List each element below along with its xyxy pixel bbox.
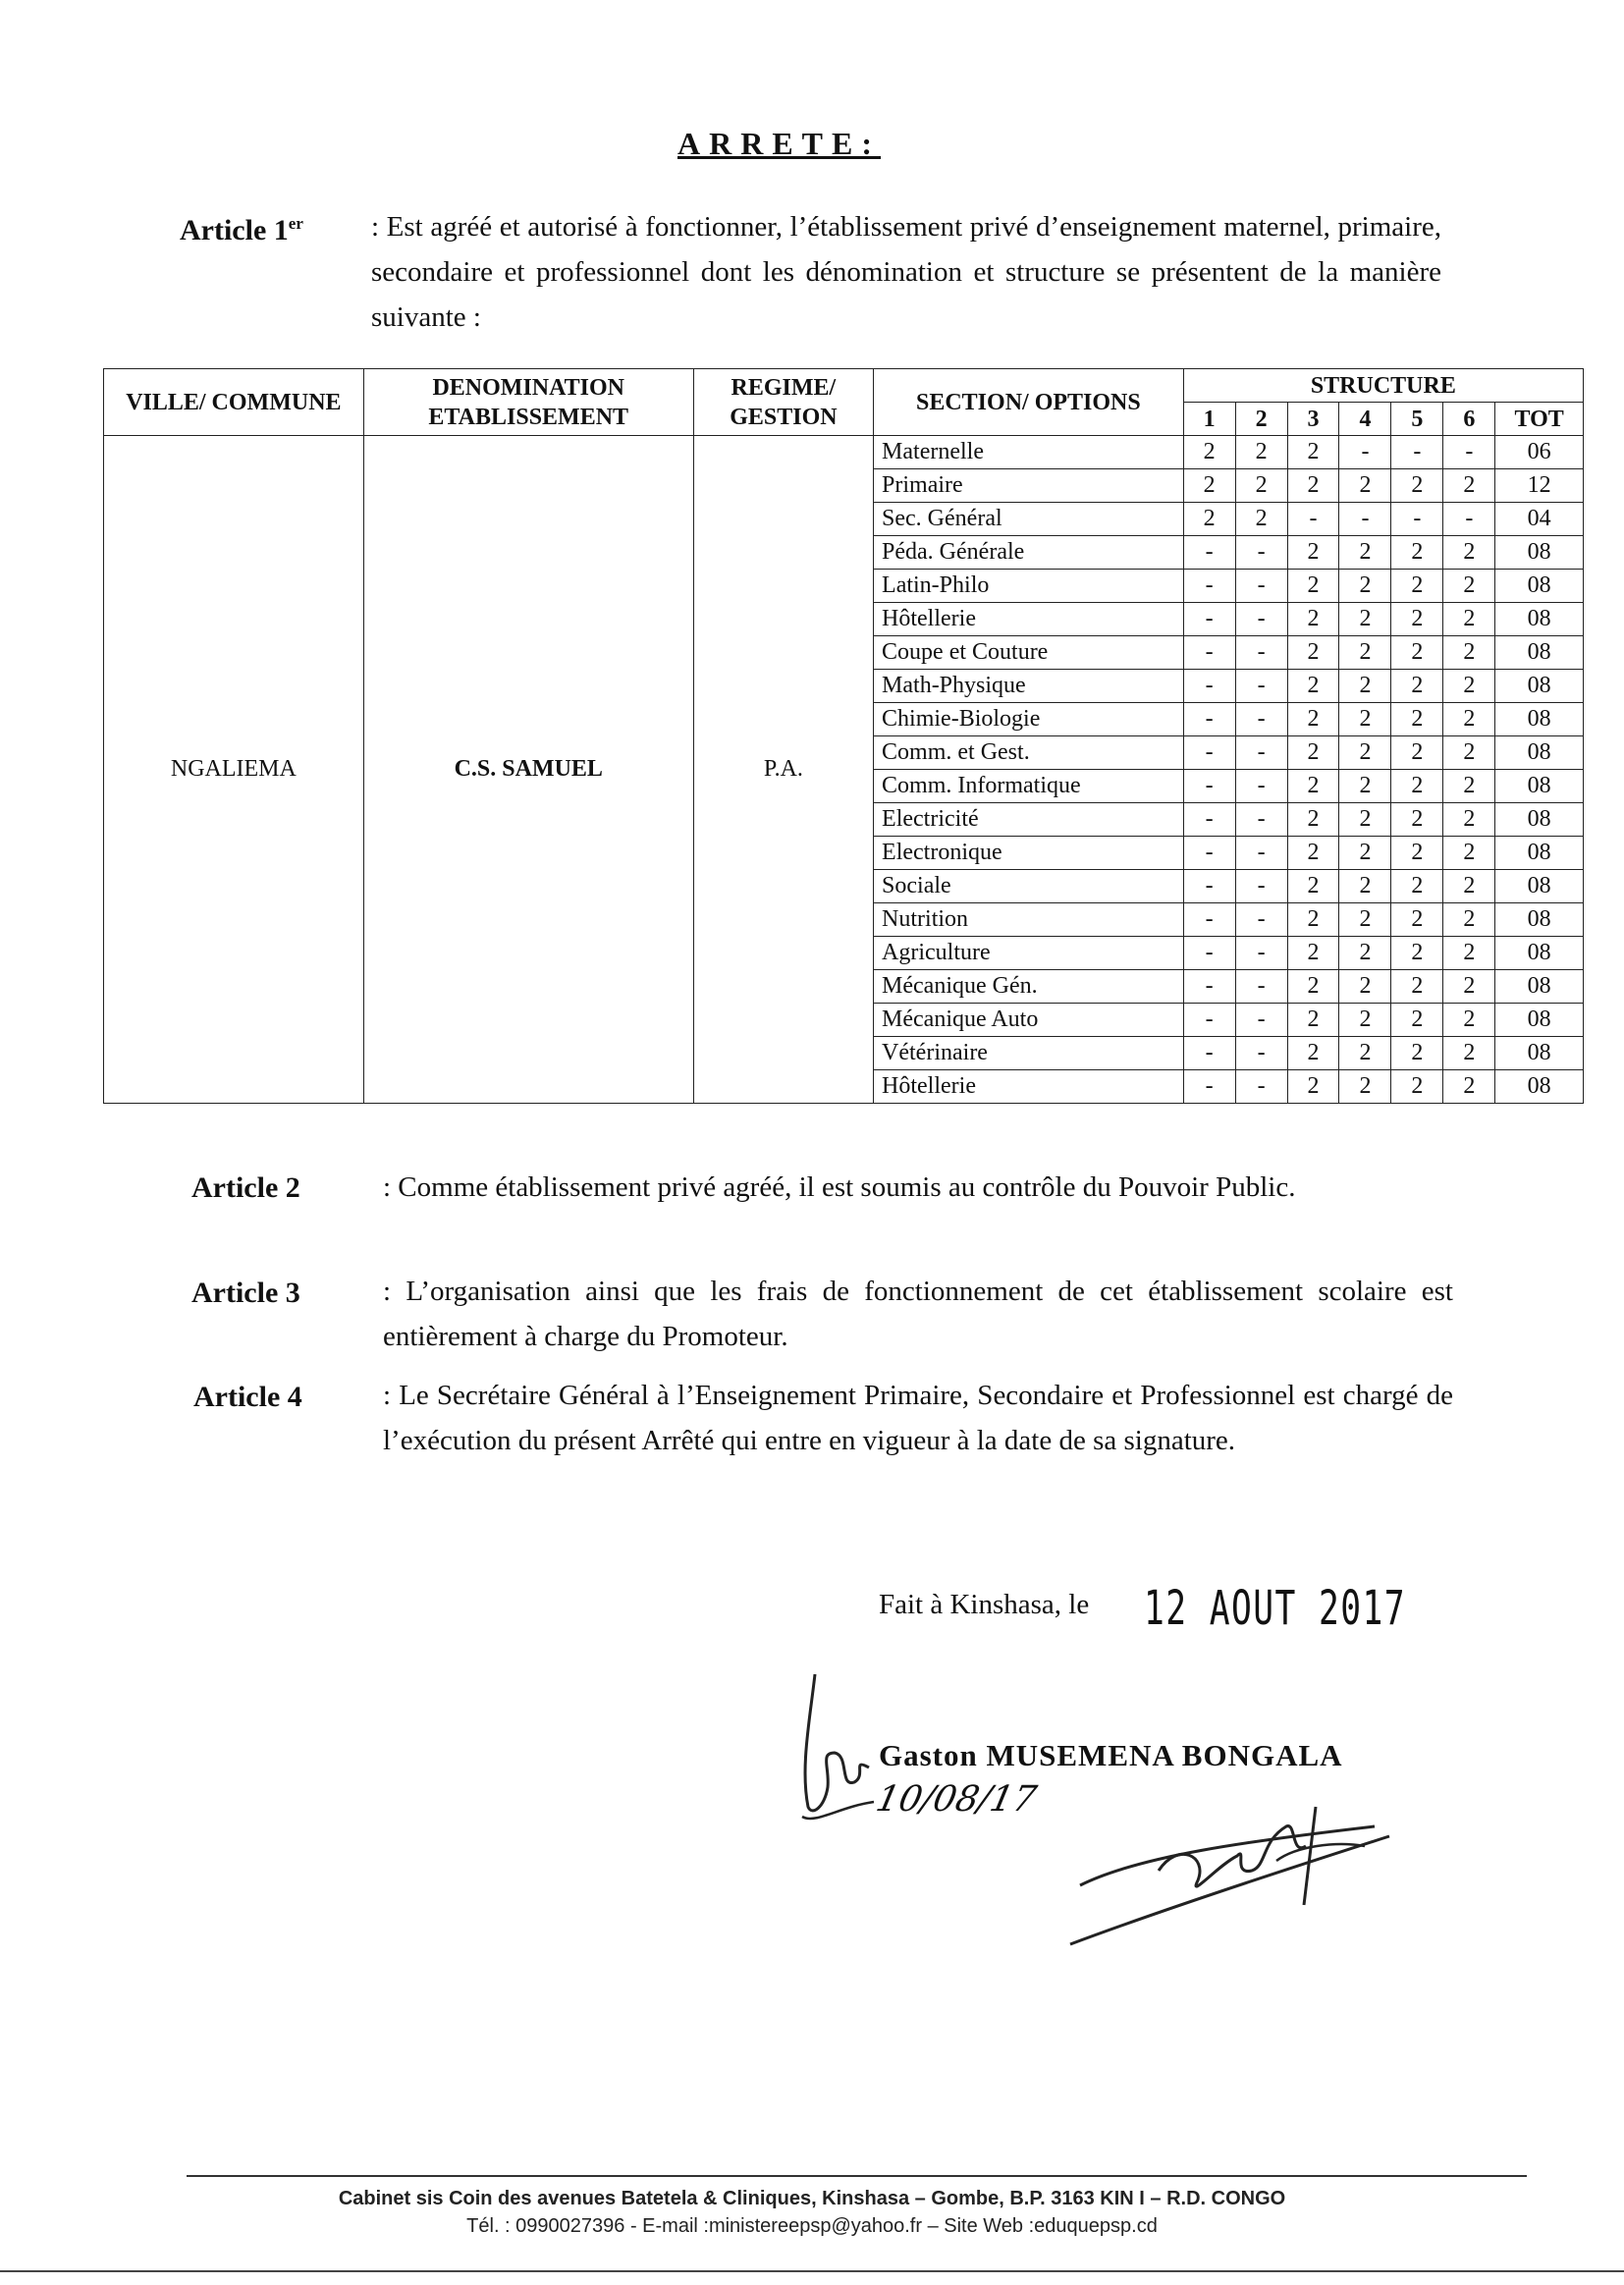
header-col-tot: TOT	[1495, 403, 1584, 436]
option-cell: Math-Physique	[874, 670, 1184, 703]
year-2-cell: -	[1235, 903, 1287, 937]
option-cell: Latin-Philo	[874, 570, 1184, 603]
year-6-cell: 2	[1443, 1037, 1495, 1070]
option-cell: Hôtellerie	[874, 603, 1184, 636]
total-cell: 08	[1495, 603, 1584, 636]
decree-title: ARRETE:	[677, 126, 882, 161]
year-4-cell: 2	[1339, 603, 1391, 636]
total-cell: 08	[1495, 1037, 1584, 1070]
year-6-cell: 2	[1443, 736, 1495, 770]
year-6-cell: 2	[1443, 803, 1495, 837]
year-1-cell: -	[1183, 636, 1235, 670]
total-cell: 08	[1495, 937, 1584, 970]
article-2-text: : Comme établissement privé agréé, il est soumis au contrôle du Pouvoir Public.	[383, 1171, 1296, 1203]
option-cell: Coupe et Couture	[874, 636, 1184, 670]
year-1-cell: -	[1183, 603, 1235, 636]
year-4-cell: 2	[1339, 803, 1391, 837]
total-cell: 04	[1495, 503, 1584, 536]
year-2-cell: -	[1235, 603, 1287, 636]
year-4-cell: 2	[1339, 770, 1391, 803]
option-cell: Nutrition	[874, 903, 1184, 937]
header-denomination: DENOMINATION ETABLISSEMENT	[363, 369, 693, 436]
year-2-cell: -	[1235, 736, 1287, 770]
year-5-cell: 2	[1391, 536, 1443, 570]
page-bottom-rule	[0, 2270, 1624, 2272]
year-6-cell: 2	[1443, 636, 1495, 670]
year-4-cell: 2	[1339, 1004, 1391, 1037]
year-6-cell: 2	[1443, 870, 1495, 903]
header-section: SECTION/ OPTIONS	[874, 369, 1184, 436]
year-1-cell: -	[1183, 1037, 1235, 1070]
structure-table	[103, 368, 1584, 1104]
year-4-cell: 2	[1339, 1037, 1391, 1070]
signer-name: Gaston MUSEMENA BONGALA	[879, 1738, 1343, 1772]
year-2-cell: 2	[1235, 503, 1287, 536]
year-1-cell: -	[1183, 770, 1235, 803]
article-1-text: : Est agréé et autorisé à fonctionner, l’établissement privé d’enseignement maternel, primaire, secondaire et professionnel dont les dénomination et structure se présentent de la manière suivante :	[371, 211, 1441, 333]
year-4-cell: 2	[1339, 937, 1391, 970]
year-4-cell: 2	[1339, 570, 1391, 603]
total-cell: 08	[1495, 736, 1584, 770]
year-5-cell: 2	[1391, 469, 1443, 503]
header-col-2: 2	[1235, 403, 1287, 436]
year-2-cell: -	[1235, 636, 1287, 670]
year-6-cell: 2	[1443, 1004, 1495, 1037]
year-1-cell: 2	[1183, 503, 1235, 536]
year-6-cell: 2	[1443, 603, 1495, 636]
year-4-cell: 2	[1339, 536, 1391, 570]
year-2-cell: -	[1235, 536, 1287, 570]
year-1-cell: -	[1183, 1070, 1235, 1104]
year-3-cell: 2	[1287, 670, 1339, 703]
option-cell: Sec. Général	[874, 503, 1184, 536]
option-cell: Electricité	[874, 803, 1184, 837]
year-4-cell: 2	[1339, 703, 1391, 736]
year-2-cell: -	[1235, 703, 1287, 736]
year-6-cell: 2	[1443, 703, 1495, 736]
year-1-cell: -	[1183, 670, 1235, 703]
total-cell: 08	[1495, 1070, 1584, 1104]
total-cell: 08	[1495, 970, 1584, 1004]
year-6-cell: 2	[1443, 937, 1495, 970]
year-5-cell: 2	[1391, 870, 1443, 903]
year-2-cell: -	[1235, 1070, 1287, 1104]
year-5-cell: 2	[1391, 803, 1443, 837]
total-cell: 08	[1495, 870, 1584, 903]
year-1-cell: -	[1183, 736, 1235, 770]
year-1-cell: 2	[1183, 469, 1235, 503]
place-and-date-label: Fait à Kinshasa, le	[879, 1589, 1090, 1620]
year-3-cell: 2	[1287, 570, 1339, 603]
article-4-label: Article 4	[193, 1381, 302, 1413]
year-6-cell: -	[1443, 503, 1495, 536]
year-5-cell: 2	[1391, 570, 1443, 603]
footer-separator	[187, 2175, 1527, 2177]
year-3-cell: 2	[1287, 837, 1339, 870]
year-3-cell: 2	[1287, 703, 1339, 736]
year-4-cell: 2	[1339, 970, 1391, 1004]
header-col-6: 6	[1443, 403, 1495, 436]
year-5-cell: 2	[1391, 703, 1443, 736]
option-cell: Mécanique Gén.	[874, 970, 1184, 1004]
year-3-cell: 2	[1287, 970, 1339, 1004]
year-6-cell: 2	[1443, 570, 1495, 603]
option-cell: Agriculture	[874, 937, 1184, 970]
year-5-cell: 2	[1391, 670, 1443, 703]
total-cell: 08	[1495, 770, 1584, 803]
year-5-cell: 2	[1391, 1004, 1443, 1037]
year-1-cell: -	[1183, 903, 1235, 937]
year-2-cell: -	[1235, 937, 1287, 970]
header-col-4: 4	[1339, 403, 1391, 436]
year-3-cell: 2	[1287, 870, 1339, 903]
year-2-cell: -	[1235, 670, 1287, 703]
option-cell: Sociale	[874, 870, 1184, 903]
year-5-cell: 2	[1391, 736, 1443, 770]
article-3-label: Article 3	[191, 1277, 300, 1309]
year-5-cell: 2	[1391, 937, 1443, 970]
option-cell: Hôtellerie	[874, 1070, 1184, 1104]
article-2-label: Article 2	[191, 1171, 300, 1204]
header-regime: REGIME/ GESTION	[693, 369, 873, 436]
year-4-cell: 2	[1339, 903, 1391, 937]
year-4-cell: 2	[1339, 870, 1391, 903]
year-5-cell: -	[1391, 503, 1443, 536]
official-signature-image	[1051, 1787, 1404, 1954]
year-1-cell: -	[1183, 937, 1235, 970]
ville-cell: NGALIEMA	[104, 436, 364, 1104]
year-6-cell: 2	[1443, 536, 1495, 570]
total-cell: 08	[1495, 903, 1584, 937]
total-cell: 08	[1495, 636, 1584, 670]
footer-contact: Tél. : 0990027396 - E-mail :ministereepsp@yahoo.fr – Site Web :eduquepsp.cd	[466, 2215, 1158, 2237]
year-2-cell: -	[1235, 770, 1287, 803]
year-6-cell: 2	[1443, 903, 1495, 937]
year-3-cell: 2	[1287, 636, 1339, 670]
year-1-cell: -	[1183, 837, 1235, 870]
year-3-cell: 2	[1287, 469, 1339, 503]
total-cell: 08	[1495, 536, 1584, 570]
year-4-cell: 2	[1339, 469, 1391, 503]
regime-cell: P.A.	[693, 436, 873, 1104]
year-2-cell: -	[1235, 570, 1287, 603]
year-1-cell: -	[1183, 970, 1235, 1004]
footer-address: Cabinet sis Coin des avenues Batetela & Cliniques, Kinshasa – Gombe, B.P. 3163 KIN I – R.D. CONGO	[338, 2188, 1286, 2209]
option-cell: Mécanique Auto	[874, 1004, 1184, 1037]
year-2-cell: -	[1235, 970, 1287, 1004]
year-3-cell: 2	[1287, 1070, 1339, 1104]
total-cell: 08	[1495, 837, 1584, 870]
year-6-cell: 2	[1443, 970, 1495, 1004]
option-cell: Comm. et Gest.	[874, 736, 1184, 770]
year-3-cell: 2	[1287, 937, 1339, 970]
year-2-cell: -	[1235, 803, 1287, 837]
year-3-cell: -	[1287, 503, 1339, 536]
header-col-5: 5	[1391, 403, 1443, 436]
year-2-cell: 2	[1235, 469, 1287, 503]
year-6-cell: 2	[1443, 770, 1495, 803]
total-cell: 08	[1495, 803, 1584, 837]
article-1-label-text: Article 1	[180, 214, 289, 246]
denomination-cell: C.S. SAMUEL	[363, 436, 693, 1104]
year-6-cell: 2	[1443, 469, 1495, 503]
year-1-cell: -	[1183, 536, 1235, 570]
year-3-cell: 2	[1287, 536, 1339, 570]
total-cell: 12	[1495, 469, 1584, 503]
year-2-cell: -	[1235, 870, 1287, 903]
table-body	[104, 436, 1584, 1104]
year-3-cell: 2	[1287, 770, 1339, 803]
year-3-cell: 2	[1287, 736, 1339, 770]
year-5-cell: 2	[1391, 1037, 1443, 1070]
year-3-cell: 2	[1287, 436, 1339, 469]
article-4-text: : Le Secrétaire Général à l’Enseignement Primaire, Secondaire et Professionnel est chargé de l’exécution du présent Arrêté qui entre en vigueur à la date de sa signature.	[383, 1380, 1453, 1456]
year-5-cell: 2	[1391, 903, 1443, 937]
year-3-cell: 2	[1287, 1037, 1339, 1070]
year-4-cell: -	[1339, 503, 1391, 536]
option-cell: Vétérinaire	[874, 1037, 1184, 1070]
year-2-cell: -	[1235, 1037, 1287, 1070]
year-3-cell: 2	[1287, 803, 1339, 837]
year-2-cell: 2	[1235, 436, 1287, 469]
year-1-cell: 2	[1183, 436, 1235, 469]
year-3-cell: 2	[1287, 1004, 1339, 1037]
year-6-cell: 2	[1443, 837, 1495, 870]
table-row	[104, 436, 1584, 469]
header-structure: STRUCTURE	[1183, 369, 1583, 403]
option-cell: Péda. Générale	[874, 536, 1184, 570]
year-6-cell: -	[1443, 436, 1495, 469]
year-6-cell: 2	[1443, 1070, 1495, 1104]
year-4-cell: 2	[1339, 670, 1391, 703]
year-1-cell: -	[1183, 870, 1235, 903]
year-5-cell: 2	[1391, 1070, 1443, 1104]
paraphe-signature-image	[781, 1659, 889, 1826]
year-5-cell: 2	[1391, 636, 1443, 670]
year-4-cell: 2	[1339, 1070, 1391, 1104]
year-1-cell: -	[1183, 570, 1235, 603]
option-cell: Primaire	[874, 469, 1184, 503]
total-cell: 08	[1495, 1004, 1584, 1037]
total-cell: 06	[1495, 436, 1584, 469]
year-1-cell: -	[1183, 1004, 1235, 1037]
year-5-cell: 2	[1391, 603, 1443, 636]
year-4-cell: 2	[1339, 837, 1391, 870]
year-4-cell: -	[1339, 436, 1391, 469]
year-5-cell: 2	[1391, 770, 1443, 803]
year-5-cell: -	[1391, 436, 1443, 469]
year-2-cell: -	[1235, 1004, 1287, 1037]
year-3-cell: 2	[1287, 903, 1339, 937]
year-5-cell: 2	[1391, 970, 1443, 1004]
year-5-cell: 2	[1391, 837, 1443, 870]
date-stamp: 12 AOUT 2017	[1144, 1581, 1406, 1636]
article-1-label	[180, 214, 303, 247]
option-cell: Chimie-Biologie	[874, 703, 1184, 736]
year-3-cell: 2	[1287, 603, 1339, 636]
option-cell: Electronique	[874, 837, 1184, 870]
total-cell: 08	[1495, 670, 1584, 703]
year-4-cell: 2	[1339, 636, 1391, 670]
article-1-label-sup: er	[288, 214, 303, 233]
total-cell: 08	[1495, 570, 1584, 603]
header-col-3: 3	[1287, 403, 1339, 436]
article-3-text: : L’organisation ainsi que les frais de fonctionnement de cet établissement scolaire est entièrement à charge du Promoteur.	[383, 1276, 1453, 1352]
header-ville: VILLE/ COMMUNE	[104, 369, 364, 436]
option-cell: Maternelle	[874, 436, 1184, 469]
header-col-1: 1	[1183, 403, 1235, 436]
handwritten-date: 10/08/17	[872, 1779, 1041, 1820]
year-1-cell: -	[1183, 803, 1235, 837]
year-4-cell: 2	[1339, 736, 1391, 770]
year-2-cell: -	[1235, 837, 1287, 870]
year-1-cell: -	[1183, 703, 1235, 736]
year-6-cell: 2	[1443, 670, 1495, 703]
option-cell: Comm. Informatique	[874, 770, 1184, 803]
total-cell: 08	[1495, 703, 1584, 736]
